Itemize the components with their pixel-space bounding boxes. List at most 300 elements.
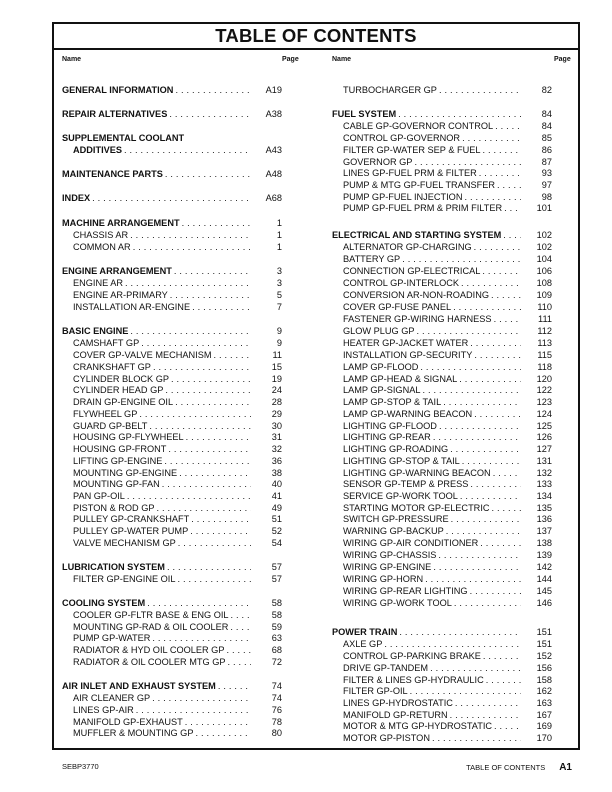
dot-leader	[186, 132, 251, 144]
toc-entry[interactable]	[332, 289, 552, 301]
entry-page: A68	[251, 192, 282, 204]
toc-entry[interactable]	[332, 337, 552, 349]
dot-leader	[474, 349, 521, 361]
toc-entry[interactable]	[332, 525, 552, 537]
toc-entry[interactable]	[62, 289, 282, 301]
dot-leader	[227, 656, 251, 668]
entry-page: 113	[521, 337, 552, 349]
entry-name: WIRING GP-WORK TOOL	[332, 597, 454, 609]
entry-name: GENERAL INFORMATION	[62, 85, 174, 95]
dot-leader	[124, 144, 251, 156]
entry-name: MOTOR & MTG GP-HYDROSTATIC	[332, 720, 494, 732]
toc-entry[interactable]	[332, 179, 552, 191]
entry-name: AIR CLEANER GP	[62, 692, 152, 704]
toc-entry[interactable]	[332, 443, 552, 455]
toc-entry[interactable]	[332, 202, 552, 214]
toc-entry[interactable]	[62, 609, 282, 621]
toc-entry[interactable]	[62, 337, 282, 349]
toc-entry[interactable]	[62, 644, 282, 656]
toc-entry[interactable]	[62, 408, 282, 420]
entry-page: 135	[521, 502, 552, 514]
entry-name: MANIFOLD GP-EXHAUST	[62, 716, 185, 728]
entry-name: ADDITIVES	[62, 144, 124, 156]
toc-entry[interactable]	[332, 697, 552, 709]
toc-entry[interactable]	[62, 513, 282, 525]
dot-leader	[470, 478, 521, 490]
entry-page: 41	[251, 490, 282, 502]
dot-leader	[474, 241, 521, 253]
entry-page: 134	[521, 490, 552, 502]
dot-leader	[483, 144, 522, 156]
entry-page: 115	[521, 349, 552, 361]
entry-page: 162	[521, 685, 552, 697]
entry-name: PISTON & ROD GP	[62, 502, 157, 514]
left-name-header: Name	[62, 56, 82, 63]
entry-page: 124	[521, 408, 552, 420]
entry-page: 29	[251, 408, 282, 420]
entry-page: 30	[251, 420, 282, 432]
entry-page: 52	[251, 525, 282, 537]
entry-page: 74	[251, 692, 282, 704]
toc-entry[interactable]	[332, 167, 552, 179]
dot-leader	[125, 277, 251, 289]
dot-leader	[470, 585, 521, 597]
entry-page: 86	[521, 144, 552, 156]
entry-page: 169	[521, 720, 552, 732]
entry-page: 126	[521, 431, 552, 443]
entry-name: CONVERSION AR-NON-ROADING	[332, 289, 491, 301]
toc-entry[interactable]	[62, 431, 282, 443]
entry-page: 98	[521, 191, 552, 203]
toc-entry[interactable]	[62, 396, 282, 408]
toc-entry[interactable]	[62, 525, 282, 537]
toc-entry[interactable]	[332, 732, 552, 744]
toc-entry[interactable]	[332, 549, 552, 561]
dot-leader	[480, 537, 521, 549]
toc-section-entry[interactable]	[62, 168, 282, 180]
toc-entry[interactable]	[62, 301, 282, 313]
toc-entry[interactable]	[332, 144, 552, 156]
toc-entry[interactable]	[62, 490, 282, 502]
dot-leader	[494, 720, 521, 732]
entry-page: 125	[521, 420, 552, 432]
dot-leader	[503, 229, 521, 241]
dot-leader	[168, 443, 251, 455]
toc-section-entry[interactable]	[62, 192, 282, 204]
toc-frame	[52, 22, 580, 750]
dot-leader	[167, 561, 251, 573]
entry-page: A19	[251, 84, 282, 96]
toc-entry[interactable]	[332, 408, 552, 420]
entry-name: SERVICE GP-WORK TOOL	[332, 490, 460, 502]
entry-name: POWER TRAIN	[332, 627, 398, 637]
toc-section-entry[interactable]	[62, 132, 282, 144]
toc-entry[interactable]	[332, 561, 552, 573]
toc-entry[interactable]	[62, 229, 282, 241]
toc-entry[interactable]	[332, 349, 552, 361]
entry-page: 93	[521, 167, 552, 179]
dot-leader	[152, 632, 251, 644]
entry-page: 49	[251, 502, 282, 514]
entry-page	[251, 132, 282, 144]
toc-entry[interactable]	[332, 650, 552, 662]
toc-entry[interactable]	[332, 597, 552, 609]
entry-page: 74	[251, 680, 282, 692]
entry-page: 85	[521, 132, 552, 144]
entry-name: CYLINDER BLOCK GP	[62, 373, 171, 385]
toc-entry[interactable]	[332, 478, 552, 490]
entry-page: 127	[521, 443, 552, 455]
entry-name: LAMP GP-STOP & TAIL	[332, 396, 443, 408]
dot-leader	[169, 108, 251, 120]
entry-name: CONTROL GP-GOVERNOR	[332, 132, 462, 144]
dot-leader	[175, 396, 251, 408]
toc-section-entry[interactable]	[62, 561, 282, 573]
entry-page: 152	[521, 650, 552, 662]
dot-leader	[141, 337, 251, 349]
dot-leader	[438, 549, 521, 561]
entry-page: 109	[521, 289, 552, 301]
left-page-header: Page	[282, 56, 299, 63]
entry-page: 1	[251, 241, 282, 253]
entry-name: LINES GP-FUEL PRM & FILTER	[332, 167, 479, 179]
entry-page: A48	[251, 168, 282, 180]
entry-name: PULLEY GP-WATER PUMP	[62, 525, 190, 537]
entry-name: WIRING GP-REAR LIGHTING	[332, 585, 470, 597]
toc-entry[interactable]	[62, 573, 282, 585]
dot-leader	[416, 325, 521, 337]
entry-name: TURBOCHARGER GP	[332, 84, 439, 96]
toc-section-entry[interactable]	[62, 325, 282, 337]
entry-name: CONNECTION GP-ELECTRICAL	[332, 265, 482, 277]
entry-page: 38	[251, 467, 282, 479]
toc-entry[interactable]	[62, 443, 282, 455]
entry-name: FLYWHEEL GP	[62, 408, 139, 420]
toc-entry[interactable]	[332, 84, 552, 96]
entry-name: MOUNTING GP-ENGINE	[62, 467, 179, 479]
entry-name: CYLINDER HEAD GP	[62, 384, 165, 396]
entry-page: A38	[251, 108, 282, 120]
toc-entry[interactable]	[332, 132, 552, 144]
entry-name: HOUSING GP-FLYWHEEL	[62, 431, 186, 443]
dot-leader	[192, 301, 251, 313]
dot-leader	[504, 202, 521, 214]
entry-page: 63	[251, 632, 282, 644]
entry-name: COOLING SYSTEM	[62, 598, 146, 608]
dot-leader	[439, 84, 521, 96]
dot-leader	[130, 229, 251, 241]
entry-name: MOUNTING GP-RAD & OIL COOLER	[62, 621, 230, 633]
dot-leader	[495, 120, 521, 132]
dot-leader	[164, 455, 251, 467]
dot-leader	[402, 253, 521, 265]
entry-name: RADIATOR & HYD OIL COOLER GP	[62, 644, 226, 656]
entry-name: WIRING GP-HORN	[332, 573, 425, 585]
entry-name: FILTER & LINES GP-HYDRAULIC	[332, 674, 486, 686]
toc-entry[interactable]	[332, 431, 552, 443]
entry-name: FASTENER GP-WIRING HARNESS	[332, 313, 494, 325]
dot-leader	[399, 626, 521, 638]
entry-page: 9	[251, 337, 282, 349]
entry-page: 1	[251, 217, 282, 229]
toc-entry[interactable]	[62, 537, 282, 549]
dot-leader	[479, 167, 521, 179]
dot-leader	[497, 179, 521, 191]
dot-leader	[462, 132, 521, 144]
dot-leader	[446, 525, 521, 537]
toc-entry[interactable]	[332, 720, 552, 732]
entry-page: 158	[521, 674, 552, 686]
toc-entry[interactable]	[332, 662, 552, 674]
entry-name: LINES GP-HYDROSTATIC	[332, 697, 455, 709]
entry-name: SENSOR GP-TEMP & PRESS	[332, 478, 470, 490]
entry-page: 36	[251, 455, 282, 467]
toc-entry[interactable]	[332, 325, 552, 337]
toc-entry[interactable]	[332, 277, 552, 289]
dot-leader	[165, 168, 251, 180]
toc-entry[interactable]	[62, 455, 282, 467]
toc-entry[interactable]	[332, 265, 552, 277]
footer-section-label: TABLE OF CONTENTS	[466, 763, 546, 772]
entry-page: 156	[521, 662, 552, 674]
entry-name: GLOW PLUG GP	[332, 325, 416, 337]
entry-page: 68	[251, 644, 282, 656]
entry-page: 84	[521, 108, 552, 120]
entry-name: GOVERNOR GP	[332, 156, 414, 168]
toc-section-entry[interactable]	[62, 217, 282, 229]
entry-page: 59	[251, 621, 282, 633]
entry-name: ALTERNATOR GP-CHARGING	[332, 241, 474, 253]
entry-page: 31	[251, 431, 282, 443]
toc-entry[interactable]	[332, 396, 552, 408]
entry-name: CAMSHAFT GP	[62, 337, 141, 349]
entry-name: CRANKSHAFT GP	[62, 361, 153, 373]
entry-name: COMMON AR	[62, 241, 133, 253]
entry-name: DRAIN GP-ENGINE OIL	[62, 396, 175, 408]
entry-name: CABLE GP-GOVERNOR CONTROL	[332, 120, 495, 132]
entry-name: VALVE MECHANISM GP	[62, 537, 178, 549]
entry-name: PUMP & MTG GP-FUEL TRANSFER	[332, 179, 497, 191]
entry-name: ENGINE AR	[62, 277, 125, 289]
dot-leader	[454, 597, 521, 609]
entry-name: BASIC ENGINE	[62, 326, 129, 336]
entry-name: WIRING GP-AIR CONDITIONER	[332, 537, 480, 549]
dot-leader	[461, 277, 521, 289]
dot-leader	[92, 192, 251, 204]
toc-section-entry[interactable]	[62, 680, 282, 692]
entry-page: 78	[251, 716, 282, 728]
entry-page: 137	[521, 525, 552, 537]
toc-entry[interactable]	[332, 685, 552, 697]
toc-entry[interactable]	[332, 490, 552, 502]
entry-name: STARTING MOTOR GP-ELECTRIC	[332, 502, 492, 514]
toc-section-entry[interactable]	[332, 229, 552, 241]
dot-leader	[178, 537, 251, 549]
entry-page: 24	[251, 384, 282, 396]
dot-leader	[410, 685, 521, 697]
dot-leader	[455, 697, 521, 709]
dot-leader	[186, 431, 251, 443]
dot-leader	[231, 609, 251, 621]
entry-name: WARNING GP-BACKUP	[332, 525, 446, 537]
entry-page: 104	[521, 253, 552, 265]
toc-section-entry[interactable]	[62, 108, 282, 120]
page-title: TABLE OF CONTENTS	[54, 24, 578, 50]
entry-page: 112	[521, 325, 552, 337]
entry-page: 132	[521, 467, 552, 479]
toc-entry[interactable]	[332, 513, 552, 525]
toc-section-entry[interactable]	[62, 597, 282, 609]
toc-entry[interactable]	[62, 384, 282, 396]
entry-page: 111	[521, 313, 552, 325]
dot-leader	[470, 337, 521, 349]
entry-page: 80	[251, 727, 282, 739]
entry-name: PUMP GP-FUEL PRM & PRIM FILTER	[332, 202, 504, 214]
entry-name: MANIFOLD GP-RETURN	[332, 709, 450, 721]
entry-name: HOUSING GP-FRONT	[62, 443, 168, 455]
dot-leader	[136, 704, 251, 716]
entry-name: FILTER GP-ENGINE OIL	[62, 573, 177, 585]
dot-leader	[425, 573, 521, 585]
dot-leader	[398, 108, 521, 120]
dot-leader	[462, 455, 521, 467]
toc-entry[interactable]	[332, 120, 552, 132]
entry-page: 106	[521, 265, 552, 277]
entry-page: 133	[521, 478, 552, 490]
entry-name: FUEL SYSTEM	[332, 109, 397, 119]
entry-page: 40	[251, 478, 282, 490]
entry-name: MACHINE ARRANGEMENT	[62, 218, 180, 228]
entry-page: 76	[251, 704, 282, 716]
dot-leader	[195, 727, 251, 739]
entry-page: 170	[521, 732, 552, 744]
entry-name: AIR INLET AND EXHAUST SYSTEM	[62, 681, 216, 691]
entry-page: 118	[521, 361, 552, 373]
entry-page: 102	[521, 229, 552, 241]
toc-section-entry[interactable]	[62, 84, 282, 96]
dot-leader	[460, 490, 521, 502]
entry-page: 138	[521, 537, 552, 549]
toc-section-entry[interactable]	[332, 626, 552, 638]
toc-entry[interactable]	[332, 585, 552, 597]
dot-leader	[218, 680, 251, 692]
entry-name: DRIVE GP-TANDEM	[332, 662, 430, 674]
entry-page: 3	[251, 265, 282, 277]
entry-name: SUPPLEMENTAL COOLANT	[62, 133, 185, 143]
entry-page: 163	[521, 697, 552, 709]
entry-name: INSTALLATION GP-SECURITY	[332, 349, 474, 361]
dot-leader	[152, 692, 251, 704]
toc-entry[interactable]	[62, 692, 282, 704]
toc-section-entry[interactable]	[62, 144, 282, 156]
toc-entry[interactable]	[332, 537, 552, 549]
entry-name: LIGHTING GP-ROADING	[332, 443, 450, 455]
dot-leader	[177, 573, 251, 585]
dot-leader	[175, 84, 251, 96]
entry-page: 82	[521, 84, 552, 96]
entry-page: 110	[521, 301, 552, 313]
entry-name: WIRING GP-CHASSIS	[332, 549, 438, 561]
dot-leader	[214, 349, 251, 361]
dot-leader	[165, 384, 251, 396]
toc-entry[interactable]	[332, 241, 552, 253]
dot-leader	[450, 443, 521, 455]
dot-leader	[491, 289, 521, 301]
entry-name: SWITCH GP-PRESSURE	[332, 513, 451, 525]
entry-page: 57	[251, 573, 282, 585]
entry-name: FILTER GP-WATER SEP & FUEL	[332, 144, 483, 156]
entry-name: MAINTENANCE PARTS	[62, 169, 163, 179]
entry-name: PUMP GP-FUEL INJECTION	[332, 191, 464, 203]
entry-page: 1	[251, 229, 282, 241]
toc-entry[interactable]	[332, 301, 552, 313]
entry-page: 120	[521, 373, 552, 385]
dot-leader	[474, 408, 521, 420]
entry-page: A43	[251, 144, 282, 156]
entry-page: 32	[251, 443, 282, 455]
toc-entry[interactable]	[332, 573, 552, 585]
entry-page: 7	[251, 301, 282, 313]
toc-entry[interactable]	[332, 455, 552, 467]
toc-entry[interactable]	[62, 478, 282, 490]
entry-page: 167	[521, 709, 552, 721]
toc-entry[interactable]	[332, 384, 552, 396]
dot-leader	[226, 644, 251, 656]
entry-page: 9	[251, 325, 282, 337]
entry-page: 57	[251, 561, 282, 573]
dot-leader	[130, 325, 251, 337]
entry-page: 144	[521, 573, 552, 585]
entry-name: HEATER GP-JACKET WATER	[332, 337, 470, 349]
entry-name: LUBRICATION SYSTEM	[62, 562, 165, 572]
entry-page: 28	[251, 396, 282, 408]
toc-entry[interactable]	[62, 704, 282, 716]
entry-page: 108	[521, 277, 552, 289]
dot-leader	[162, 478, 251, 490]
dot-leader	[174, 265, 251, 277]
dot-leader	[191, 513, 251, 525]
dot-leader	[127, 490, 251, 502]
entry-name: LAMP GP-WARNING BEACON	[332, 408, 474, 420]
entry-name: WIRING GP-ENGINE	[332, 561, 433, 573]
entry-name: FILTER GP-OIL	[332, 685, 410, 697]
entry-page: 136	[521, 513, 552, 525]
page-number: A1	[559, 762, 572, 773]
entry-page: 151	[521, 626, 552, 638]
toc-section-entry[interactable]	[332, 108, 552, 120]
toc-section-entry[interactable]	[62, 265, 282, 277]
toc-entry[interactable]	[62, 361, 282, 373]
entry-page: 58	[251, 597, 282, 609]
toc-entry[interactable]	[62, 241, 282, 253]
entry-page: 54	[251, 537, 282, 549]
toc-entry[interactable]	[62, 349, 282, 361]
toc-entry[interactable]	[62, 632, 282, 644]
toc-entry[interactable]	[62, 277, 282, 289]
dot-leader	[432, 732, 521, 744]
toc-entry[interactable]	[62, 656, 282, 668]
entry-name: ELECTRICAL AND STARTING SYSTEM	[332, 230, 502, 240]
footer-right	[466, 762, 572, 773]
entry-page: 151	[521, 638, 552, 650]
dot-leader	[420, 361, 521, 373]
toc-entry[interactable]	[332, 638, 552, 650]
entry-name: LIGHTING GP-STOP & TAIL	[332, 455, 462, 467]
toc-entry[interactable]	[62, 727, 282, 739]
toc-entry[interactable]	[332, 313, 552, 325]
toc-entry[interactable]	[332, 361, 552, 373]
toc-entry[interactable]	[332, 253, 552, 265]
